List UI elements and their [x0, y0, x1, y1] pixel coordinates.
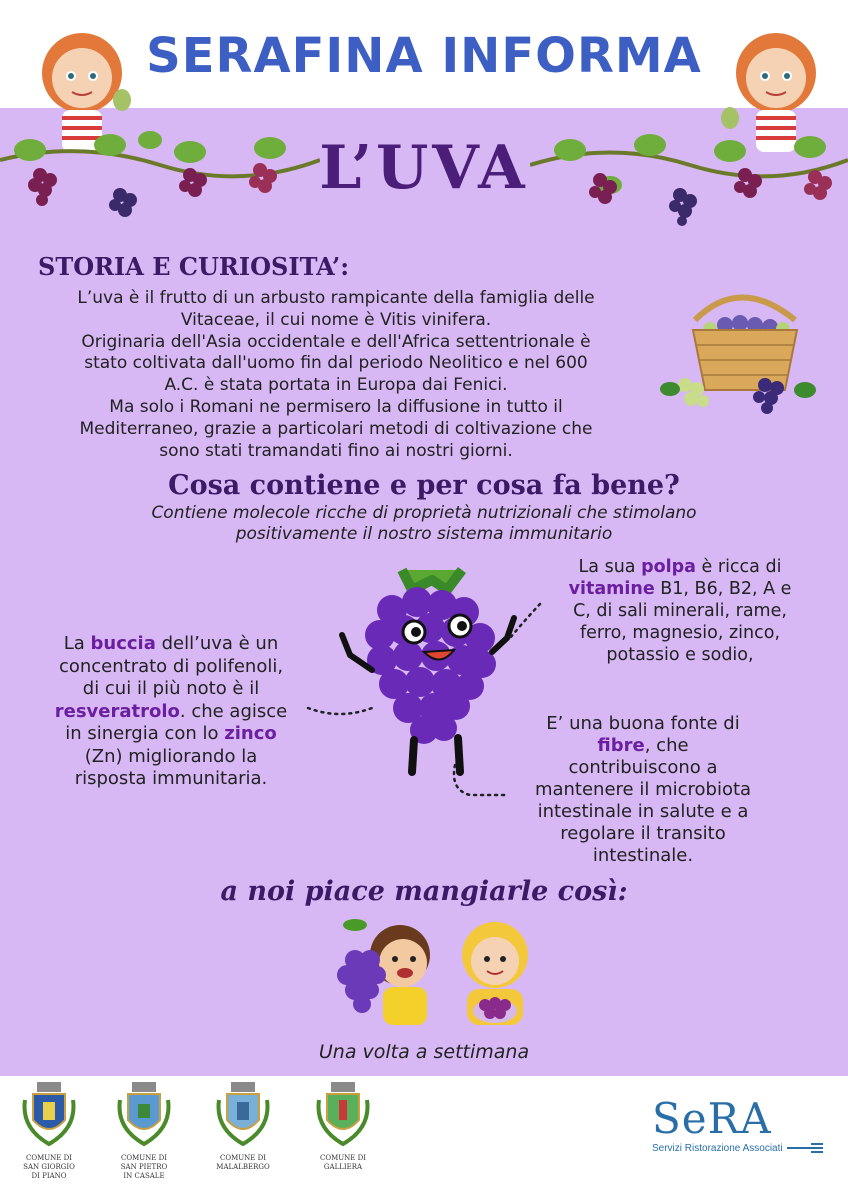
sera-logo-tagline: Servizi Ristorazione Associati — [652, 1142, 783, 1154]
benefits-heading: Cosa contiene e per cosa fa bene? — [168, 470, 680, 501]
crest-icon — [209, 1080, 277, 1150]
section-main-title: L’UVA — [319, 133, 529, 203]
serving-frequency: Una volta a settimana — [318, 1041, 530, 1063]
page-title: SERAFINA INFORMA — [146, 28, 702, 84]
fibre-text: E’ una buona fonte di fibre, che contribuiscono a mantenere il microbiota intestinale in salute e a regolare il transito intestinale. — [534, 713, 752, 866]
children-eating-grapes-illustration — [335, 915, 535, 1035]
sera-logo — [652, 1096, 837, 1154]
crest-icon — [15, 1080, 83, 1150]
crest-san-giorgio: COMUNE DI SAN GIORGIO DI PIANO — [15, 1080, 83, 1181]
crest-san-pietro: COMUNE DI SAN PIETRO IN CASALE — [110, 1080, 178, 1181]
crest-galliera: COMUNE DI GALLIERA — [309, 1080, 377, 1172]
crest-icon — [309, 1080, 377, 1150]
grape-basket-illustration — [655, 285, 830, 420]
fork-icon — [787, 1142, 823, 1154]
benefits-subtitle: Contiene molecole ricche di proprietà nutrizionali che stimolano positivamente il nostro sistema immunitario — [151, 503, 697, 544]
sera-logo-name: SeRA — [652, 1094, 772, 1143]
skin-text: La buccia dell’uva è un concentrato di polifenoli, di cui il più noto è il resveratrolo. che agisce in sinergia con lo zinco (Zn) migliorando la risposta immunitaria. — [54, 633, 288, 789]
history-heading: STORIA E CURIOSITA’: — [38, 252, 350, 281]
serving-heading: a noi piace mangiarle così: — [220, 876, 628, 907]
crest-malalbergo: COMUNE DI MALALBERGO — [209, 1080, 277, 1172]
pulp-text: La sua polpa è ricca di vitamine B1, B6, B2, A e C, di sali minerali, rame, ferro, magnesio, zinco, potassio e sodio, — [568, 557, 792, 665]
crest-icon — [110, 1080, 178, 1150]
history-text: L’uva è il frutto di un arbusto rampicante della famiglia delle Vitaceae, il cui nome è Vitis vinifera. Originaria dell'Asia occidentale e dell'Africa settentrionale è stato coltivata dall'uomo fin dal periodo Neolitico e nel 600 A.C. è stata portata in Europa dai Fenici. Ma solo i Romani ne permisero la diffusione in tutto il Mediterraneo, grazie a particolari metodi di coltivazione che sono stati tramandati fino ai nostri giorni. — [77, 288, 595, 461]
